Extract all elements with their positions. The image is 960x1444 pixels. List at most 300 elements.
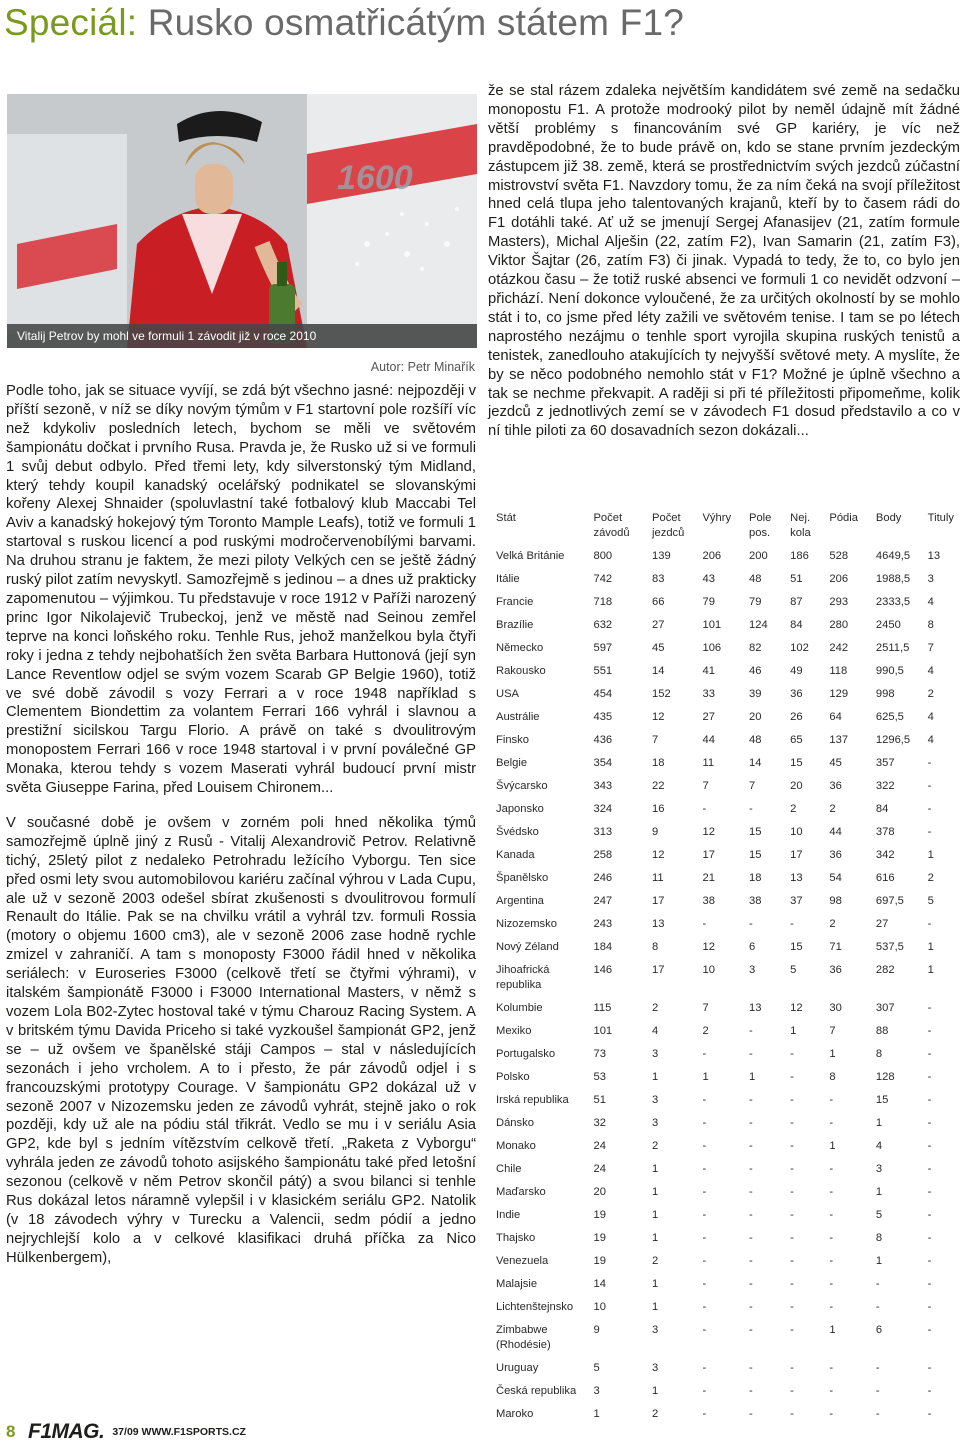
country-name-cell: Finsko xyxy=(496,734,529,746)
table-cell: 3 xyxy=(927,573,934,585)
table-cell: 2 xyxy=(652,1408,659,1420)
table-cell: 354 xyxy=(593,757,613,769)
table-cell: 101 xyxy=(593,1025,613,1037)
table-row xyxy=(490,1135,958,1158)
table-row xyxy=(490,1250,958,1273)
table-cell: 7 xyxy=(652,734,659,746)
table-cell: 8 xyxy=(829,1071,836,1083)
table-cell: 15 xyxy=(790,757,803,769)
table-cell: 3 xyxy=(652,1324,659,1336)
table-cell: 45 xyxy=(829,757,842,769)
table-cell: 65 xyxy=(790,734,803,746)
table-cell: - xyxy=(702,1278,707,1290)
table-cell: 1 xyxy=(790,1025,797,1037)
table-cell: 718 xyxy=(593,596,613,608)
table-cell: 5 xyxy=(875,1209,883,1221)
country-name-cell: Portugalsko xyxy=(496,1048,556,1060)
country-name-cell: Austrálie xyxy=(496,711,540,723)
table-cell: 1 xyxy=(875,1186,883,1198)
table-cell: - xyxy=(790,1362,794,1374)
table-cell: 46 xyxy=(749,665,762,677)
table-cell: - xyxy=(702,803,707,815)
table-cell: - xyxy=(702,1094,707,1106)
table-cell: 18 xyxy=(749,872,762,884)
table-cell: 2 xyxy=(829,918,836,930)
table-cell: 7 xyxy=(702,780,709,792)
table-cell: - xyxy=(829,1408,834,1420)
headline xyxy=(4,0,956,46)
table-row xyxy=(490,821,958,844)
table-cell: 13 xyxy=(927,550,941,562)
table-cell: 697,5 xyxy=(875,895,904,907)
table-cell: 1 xyxy=(875,1255,883,1267)
table-cell: 22 xyxy=(652,780,665,792)
table-cell: 1296,5 xyxy=(875,734,911,746)
table-cell: - xyxy=(749,1362,753,1374)
table-cell: 14 xyxy=(593,1278,606,1290)
table-cell: 206 xyxy=(829,573,849,585)
table-cell: 2450 xyxy=(875,619,901,631)
table-cell: 625,5 xyxy=(875,711,904,723)
table-cell: 322 xyxy=(875,780,895,792)
table-cell: 79 xyxy=(702,596,715,608)
table-cell: 1 xyxy=(829,1324,836,1336)
country-name-cell: Francie xyxy=(496,596,534,608)
table-cell: 206 xyxy=(702,550,722,562)
table-cell: 8 xyxy=(652,941,659,953)
table-cell: 128 xyxy=(875,1071,895,1083)
table-row xyxy=(490,729,958,752)
table-cell: 7 xyxy=(749,780,756,792)
table-cell: - xyxy=(829,1186,834,1198)
table-cell: 32 xyxy=(593,1117,606,1129)
table-cell: 307 xyxy=(875,1002,895,1014)
table-cell: 4 xyxy=(927,711,934,723)
table-row xyxy=(490,545,958,568)
table-cell: - xyxy=(749,1301,753,1313)
table-cell: 8 xyxy=(875,1048,883,1060)
table-cell: 4649,5 xyxy=(875,550,911,562)
table-cell: - xyxy=(790,1324,794,1336)
table-cell: 4 xyxy=(927,665,934,677)
table-cell: 38 xyxy=(749,895,762,907)
table-cell: - xyxy=(790,1385,794,1397)
table-header-row xyxy=(490,509,958,545)
table-cell: - xyxy=(927,1362,932,1374)
country-name-cell: Dánsko xyxy=(496,1117,534,1129)
table-cell: 17 xyxy=(652,895,665,907)
table-cell: - xyxy=(702,1385,707,1397)
table-row xyxy=(490,1020,958,1043)
table-cell: 48 xyxy=(749,734,762,746)
table-cell: - xyxy=(749,918,753,930)
table-cell: 3 xyxy=(652,1117,659,1129)
table-cell: 2 xyxy=(702,1025,709,1037)
country-name-cell: Velká Británie xyxy=(496,550,565,562)
table-cell: 51 xyxy=(790,573,803,585)
table-row xyxy=(490,867,958,890)
article-body-left xyxy=(6,382,476,1268)
table-cell: - xyxy=(749,1140,753,1152)
table-cell: 106 xyxy=(702,642,722,654)
table-cell: 537,5 xyxy=(875,941,904,953)
article-body-right xyxy=(488,82,960,441)
table-cell: - xyxy=(749,1209,753,1221)
table-cell: 36 xyxy=(829,780,842,792)
table-cell: - xyxy=(927,1385,932,1397)
table-cell: - xyxy=(702,1324,707,1336)
table-cell: 27 xyxy=(652,619,665,631)
table-cell: 11 xyxy=(702,757,715,769)
table-header-cell: Nej. kola xyxy=(790,512,811,539)
table-row xyxy=(490,959,958,997)
table-cell: 24 xyxy=(593,1163,606,1175)
table-cell: 184 xyxy=(593,941,613,953)
table-cell: 19 xyxy=(593,1232,606,1244)
table-cell: - xyxy=(702,918,707,930)
table-cell: 243 xyxy=(593,918,613,930)
table-cell: - xyxy=(927,918,932,930)
page-footer xyxy=(6,1420,406,1444)
author-credit: Autor: Petr Minařík xyxy=(370,360,475,374)
table-cell: 1 xyxy=(652,1209,659,1221)
table-cell: 82 xyxy=(749,642,762,654)
table-cell: 1 xyxy=(652,1163,659,1175)
table-cell: 54 xyxy=(829,872,842,884)
table-cell: 66 xyxy=(652,596,665,608)
table-cell: 3 xyxy=(652,1048,659,1060)
country-name-cell: Německo xyxy=(496,642,544,654)
table-header-cell: Stát xyxy=(496,512,516,524)
country-name-cell: Nový Zéland xyxy=(496,941,559,953)
table-cell: 101 xyxy=(702,619,722,631)
country-name-cell: Španělsko xyxy=(496,872,549,884)
table-cell: 39 xyxy=(749,688,762,700)
table-row xyxy=(490,1296,958,1319)
table-row xyxy=(490,706,958,729)
article-photo xyxy=(7,94,477,348)
table-row xyxy=(490,683,958,706)
table-cell: 79 xyxy=(749,596,762,608)
table-cell: 88 xyxy=(875,1025,889,1037)
table-cell: - xyxy=(702,1117,707,1129)
table-cell: 44 xyxy=(829,826,842,838)
table-row xyxy=(490,997,958,1020)
article-paragraph: V současné době je ovšem v zorném poli hned několika týmů samozřejmě úplně jiný z Rusů - Vitalij Alexandrovič Petrov. Relativně tichý, 25letý pilot z nedaleko Petrohradu ležícího Vyborgu. Ten sice před osmi lety svou automobilovou kariéru začínal výhrou v Lada Cupu, ale už v sezoně 2003 odešel sbírat zkušenosti s dvoulitrovou formulí Renault do Itálie. Pak se na chvilku vrátil a vyhrál tzv. formuli Rossia (motory o objemu 1600 cm3), ale v sezoně 2006 zase hodně rychle zmizel v zahraničí. A tam s monoposty F3000 řádil hned v několika seriálech: v Euroseries F3000 (celkově třetí se čtyřmi výhrami), v italském šampionátě F3000 i F3000 International Masters, v němž s vozem Lola B02-Zytec hostoval také v týmu Charouz Racing System. A v britském týmu Davida Priceho si také vyzkoušel šampionát GP2, jenž se – už ovšem ve španělské stáji Campos – stal v následujících sezonách i jeho vrcholem. A to i přesto, že pár závodů odjel i s francouzskými prototypy Courage. V šampionátu GP2 dokázal už v sezoně 2007 v Nizozemsku jeden ze závodů vyhrát, stejně jako o rok později, kdy už ale na pódiu stál třikrát. Vedlo se mu i v seriálu Asia GP2, kde byl s jedním vítězstvím celkově třetí. „Raketa z Vyborgu“ vyhrála jeden ze závodů tohoto asijského šampionátu také před letošní sezonou (celkově v něm Petrov skončil pátý) a svou bilanci si tenhle Rus dokázal letos náramně vylepšil i v klasickém seriálu GP2. Natolik (v 18 závodech výhry v Turecku a Valencii, sedm pódií a jedno nejrychlejší kolo a v celkové klasifikaci druhá příčka za Nico Hülkenbergem), xyxy=(6,814,476,1266)
table-cell: 1 xyxy=(927,941,934,953)
table-cell: 1 xyxy=(829,1048,836,1060)
country-name-cell: Indie xyxy=(496,1209,521,1221)
table-cell: 15 xyxy=(790,941,803,953)
table-cell: - xyxy=(790,1163,794,1175)
country-name-cell: Venezuela xyxy=(496,1255,549,1267)
table-cell: 258 xyxy=(593,849,613,861)
photo-illustration xyxy=(7,94,477,348)
table-cell: - xyxy=(790,1209,794,1221)
table-cell: - xyxy=(829,1278,834,1290)
table-cell: - xyxy=(875,1301,880,1313)
table-cell: - xyxy=(875,1408,880,1420)
table-cell: 282 xyxy=(875,964,895,976)
table-cell: 45 xyxy=(652,642,665,654)
table-cell: - xyxy=(790,1186,794,1198)
table-cell: 998 xyxy=(875,688,895,700)
table-cell: 378 xyxy=(875,826,895,838)
country-name-cell: Brazílie xyxy=(496,619,534,631)
country-name-cell: Uruguay xyxy=(496,1362,539,1374)
table-cell: 3 xyxy=(593,1385,600,1397)
table-row xyxy=(490,775,958,798)
table-cell: 20 xyxy=(749,711,762,723)
table-cell: 36 xyxy=(829,964,842,976)
table-cell: 6 xyxy=(749,941,756,953)
table-cell: 13 xyxy=(790,872,803,884)
table-cell: - xyxy=(875,1385,880,1397)
table-cell: - xyxy=(927,780,932,792)
country-name-cell: Belgie xyxy=(496,757,528,769)
table-cell: 343 xyxy=(593,780,613,792)
country-name-cell: Thajsko xyxy=(496,1232,536,1244)
headline-title: Rusko osmatřicátým státem F1? xyxy=(147,2,685,43)
table-cell: 146 xyxy=(593,964,613,976)
table-cell: 246 xyxy=(593,872,613,884)
table-row xyxy=(490,1043,958,1066)
table-cell: - xyxy=(829,1301,834,1313)
table-cell: - xyxy=(927,803,932,815)
table-cell: - xyxy=(702,1362,707,1374)
table-cell: - xyxy=(875,1278,880,1290)
table-cell: 124 xyxy=(749,619,768,631)
table-cell: 4 xyxy=(927,734,934,746)
table-cell: 27 xyxy=(702,711,715,723)
table-row xyxy=(490,660,958,683)
country-name-cell: Švýcarsko xyxy=(496,780,548,792)
table-cell: 742 xyxy=(593,573,613,585)
table-cell: 5 xyxy=(790,964,797,976)
table-cell: 15 xyxy=(749,826,762,838)
table-cell: - xyxy=(702,1186,707,1198)
banner-text: 1600 xyxy=(337,159,413,197)
table-cell: - xyxy=(790,1255,794,1267)
country-name-cell: Monako xyxy=(496,1140,536,1152)
table-cell: 2511,5 xyxy=(875,642,910,654)
table-cell: 1 xyxy=(749,1071,756,1083)
table-cell: 1 xyxy=(652,1385,659,1397)
table-cell: 10 xyxy=(702,964,715,976)
table-cell: - xyxy=(790,918,794,930)
table-cell: 118 xyxy=(829,665,848,677)
table-cell: 2 xyxy=(652,1002,659,1014)
table-cell: - xyxy=(702,1255,707,1267)
table-cell: - xyxy=(829,1362,834,1374)
table-cell: - xyxy=(702,1163,707,1175)
table-cell: - xyxy=(927,1408,932,1420)
table-cell: 129 xyxy=(829,688,849,700)
table-cell: 200 xyxy=(749,550,768,562)
table-row xyxy=(490,1403,958,1426)
table-row xyxy=(490,614,958,637)
table-cell: 87 xyxy=(790,596,803,608)
table-row xyxy=(490,1319,958,1357)
table-cell: 12 xyxy=(790,1002,803,1014)
table-cell: 1 xyxy=(652,1071,659,1083)
table-cell: - xyxy=(927,1025,932,1037)
table-cell: 38 xyxy=(702,895,715,907)
table-cell: 41 xyxy=(702,665,715,677)
table-cell: 26 xyxy=(790,711,803,723)
table-cell: - xyxy=(927,1324,932,1336)
country-name-cell: Rakousko xyxy=(496,665,546,677)
table-row xyxy=(490,1158,958,1181)
table-cell: 24 xyxy=(593,1140,606,1152)
country-name-cell: Zimbabwe (Rhodésie) xyxy=(496,1324,551,1351)
table-cell: 15 xyxy=(749,849,762,861)
table-cell: 33 xyxy=(702,688,715,700)
table-cell: 18 xyxy=(652,757,665,769)
table-cell: 11 xyxy=(652,872,664,884)
table-cell: - xyxy=(749,1025,753,1037)
table-cell: 186 xyxy=(790,550,809,562)
table-cell: 2 xyxy=(829,803,836,815)
table-cell: 17 xyxy=(702,849,715,861)
table-cell: - xyxy=(749,1117,753,1129)
table-row xyxy=(490,1227,958,1250)
table-cell: 30 xyxy=(829,1002,842,1014)
page-number: 8 xyxy=(6,1422,16,1441)
country-name-cell: Malajsie xyxy=(496,1278,538,1290)
table-cell: 436 xyxy=(593,734,613,746)
table-cell: - xyxy=(749,1278,753,1290)
table-cell: 2 xyxy=(652,1255,659,1267)
table-cell: - xyxy=(927,1186,932,1198)
table-row xyxy=(490,1112,958,1135)
table-cell: 152 xyxy=(652,688,671,700)
country-name-cell: Irská republika xyxy=(496,1094,569,1106)
table-cell: 3 xyxy=(875,1163,883,1175)
table-cell: 98 xyxy=(829,895,842,907)
table-cell: 20 xyxy=(593,1186,606,1198)
table-cell: - xyxy=(927,826,932,838)
table-cell: 36 xyxy=(829,849,842,861)
table-cell: 357 xyxy=(875,757,895,769)
table-cell: 1 xyxy=(652,1278,659,1290)
table-cell: - xyxy=(749,1255,753,1267)
table-cell: 5 xyxy=(927,895,934,907)
table-cell: 12 xyxy=(652,711,665,723)
table-cell: 44 xyxy=(702,734,715,746)
table-cell: 1 xyxy=(652,1232,659,1244)
table-cell: - xyxy=(790,1278,794,1290)
table-row xyxy=(490,1181,958,1204)
table-cell: 7 xyxy=(927,642,934,654)
table-cell: 49 xyxy=(790,665,803,677)
table-cell: 115 xyxy=(593,1002,612,1014)
country-name-cell: Jihoafrická republika xyxy=(496,964,550,991)
table-cell: - xyxy=(702,1209,707,1221)
table-cell: - xyxy=(927,1117,932,1129)
country-name-cell: Polsko xyxy=(496,1071,530,1083)
table-cell: 13 xyxy=(652,918,665,930)
table-cell: 1 xyxy=(829,1140,836,1152)
table-cell: - xyxy=(927,1209,932,1221)
table-cell: 84 xyxy=(790,619,803,631)
table-cell: 7 xyxy=(829,1025,836,1037)
table-header-cell: Počet závodů xyxy=(593,512,630,539)
table-cell: 2 xyxy=(927,688,934,700)
table-cell: - xyxy=(829,1209,834,1221)
table-cell: 9 xyxy=(652,826,659,838)
table-cell: - xyxy=(829,1117,834,1129)
table-cell: 5 xyxy=(593,1362,600,1374)
table-cell: 435 xyxy=(593,711,613,723)
issue-info: 37/09 WWW.F1SPORTS.CZ xyxy=(112,1426,246,1438)
table-cell: 17 xyxy=(652,964,665,976)
table-cell: 137 xyxy=(829,734,849,746)
table-cell: 10 xyxy=(593,1301,606,1313)
country-name-cell: Maďarsko xyxy=(496,1186,546,1198)
table-row xyxy=(490,752,958,775)
table-cell: - xyxy=(829,1385,834,1397)
table-cell: 14 xyxy=(652,665,665,677)
table-cell: - xyxy=(927,1255,932,1267)
country-name-cell: Mexiko xyxy=(496,1025,532,1037)
table-cell: 4 xyxy=(652,1025,659,1037)
table-cell: 8 xyxy=(927,619,934,631)
country-name-cell: Lichtenštejnsko xyxy=(496,1301,574,1313)
table-cell: 83 xyxy=(652,573,665,585)
table-row xyxy=(490,936,958,959)
table-cell: 1 xyxy=(927,849,934,861)
table-cell: - xyxy=(702,1048,707,1060)
table-cell: 16 xyxy=(652,803,665,815)
table-cell: - xyxy=(749,1186,753,1198)
table-cell: - xyxy=(702,1232,707,1244)
table-row xyxy=(490,1089,958,1112)
country-name-cell: Kanada xyxy=(496,849,535,861)
table-cell: 14 xyxy=(749,757,762,769)
country-name-cell: Kolumbie xyxy=(496,1002,543,1014)
article-paragraph: že se stal rázem zdaleka největším kandidátem své země na sedačku monopostu F1. A protože modrooký pilot by neměl údajně mít žádné větší problémy s financováním své GP kariéry, je víc než pravděpodobné, že to bude právě on, kdo se stane prvním jezdeckým zástupcem již 38. země, která se prostřednictvím svých jezdců zúčastní mistrovství světa F1. Navzdory tomu, že za ním čeká na svojí příležitost hned celá tlupa jeho talentovaných krajanů, kteří by to časem rádi do F1 dotáhli také. Ať už se jmenují Sergej Afanasijev (21, zatím formule Masters), Michal Alješin (22, zatím F2), Ivan Samarin (21, zatím F3), Viktor Šajtar (26, zatím F3) či jinak. Vypadá to tedy, že to, co bylo jen otázkou času – že totiž ruské absenci ve formuli 1 co nevidět odzvoní – přichází. Není dokonce vyloučené, že za určitých okolností by se mohlo stát i to, co jsme před léty zažili ve světovém tenise. I tam se po létech naprostého nezájmu o tenhle sport vyrojila skupina ruských tenistů a tenistek, zanedlouho atakujících ty nejvyšší světové mety. A myslíte, že by se něco podobného nemohlo stát v F1? Možné je úplně všechno a tak se nechme překvapit. A raději si při té příležitosti připomeňme, kolik jezdců z jednotlivých zemí se v závodech F1 dosud představilo a co v ní tihle piloti za 60 dosavadních sezon dokázali... xyxy=(488,83,960,440)
table-cell: - xyxy=(702,1301,707,1313)
table-cell: 3 xyxy=(652,1094,659,1106)
table-header-cell: Výhry xyxy=(702,512,732,524)
table-cell: 36 xyxy=(790,688,803,700)
table-cell: - xyxy=(829,1255,834,1267)
table-cell: 551 xyxy=(593,665,613,677)
table-cell: 4 xyxy=(927,596,934,608)
table-cell: - xyxy=(927,1094,932,1106)
table-cell: 454 xyxy=(593,688,613,700)
table-cell: - xyxy=(790,1117,794,1129)
country-name-cell: Itálie xyxy=(496,573,520,585)
table-cell: - xyxy=(790,1140,794,1152)
table-cell: - xyxy=(790,1048,794,1060)
table-cell: 1 xyxy=(652,1186,659,1198)
table-cell: 12 xyxy=(702,941,715,953)
table-cell: 13 xyxy=(749,1002,762,1014)
table-cell: 20 xyxy=(790,780,803,792)
country-name-cell: Česká republika xyxy=(496,1385,577,1397)
country-name-cell: USA xyxy=(496,688,520,700)
table-cell: 247 xyxy=(593,895,613,907)
table-cell: 19 xyxy=(593,1209,606,1221)
table-row xyxy=(490,1204,958,1227)
country-name-cell: Argentina xyxy=(496,895,544,907)
table-cell: 8 xyxy=(875,1232,883,1244)
table-header-cell: Pole pos. xyxy=(749,512,772,539)
table-header-cell: Pódia xyxy=(829,512,858,524)
table-cell: 48 xyxy=(749,573,762,585)
